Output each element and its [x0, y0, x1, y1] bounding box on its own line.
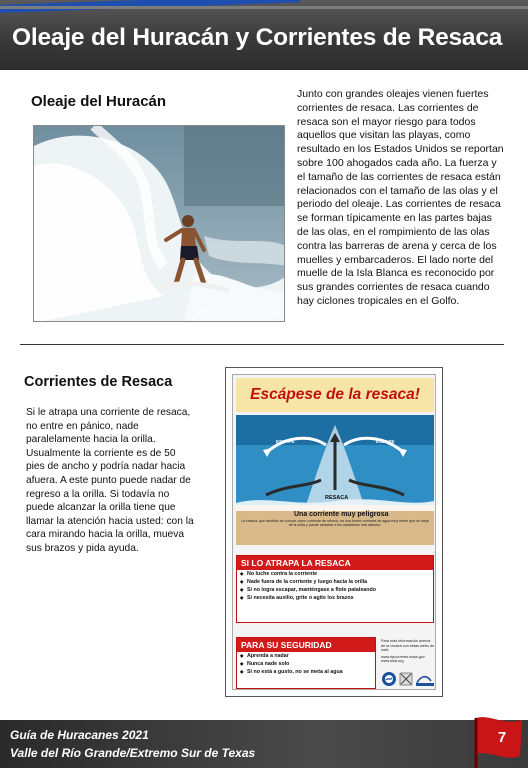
poster-fine-print: La resaca, que también se conoce como corriente de retorno, es una fuerte corriente de agua muy fuerte que se aleja de la orilla y puede arrastrar a los nadadores mar adentro.	[241, 519, 429, 528]
page-footer	[0, 720, 528, 768]
rip-current-diagram	[236, 415, 434, 545]
surfer-photo-illustration	[34, 126, 285, 322]
header-gray-stripe	[0, 6, 528, 9]
poster-box2-item: ◆ Si no está a gusto, no se meta al agua	[237, 668, 375, 676]
poster-inner	[232, 374, 436, 690]
poster-title: Escápese de la resaca!	[236, 378, 434, 412]
sea-grant-logo-icon	[416, 677, 434, 686]
footer-region: Valle del Río Grande/Extremo Sur de Texas	[10, 746, 256, 760]
page-number: 7	[497, 729, 507, 746]
escape-label-left: ESCAPE	[276, 439, 295, 444]
poster-box1-item: ◆ Nade fuera de la corriente y luego hacia la orilla	[237, 578, 433, 586]
resaca-label: RESACA	[325, 495, 349, 501]
poster-box1-item: ◆ No luche contra la corriente	[237, 570, 433, 578]
poster-box1-title: SI LO ATRAPA LA RESACA	[237, 556, 433, 570]
poster-box2-item: ◆ Nunca nade solo	[237, 660, 375, 668]
page-title: Oleaje del Huracán y Corrientes de Resaca	[12, 24, 503, 51]
poster-box2-title: PARA SU SEGURIDAD	[237, 638, 375, 652]
poster-box1-item: ◆ Si no logra escapar, manténgase a flote pataleando	[237, 586, 433, 594]
poster-side-link: www.usla.org	[381, 659, 404, 664]
section-title-oleaje: Oleaje del Huracán	[31, 93, 167, 110]
poster-box-atrapa	[236, 555, 434, 623]
usla-logo-icon	[400, 673, 412, 685]
photo-credit: FEMA/Jocelyn Augustino	[197, 310, 280, 319]
section2-paragraph: Si le atrapa una corriente de resaca, no entre en pánico, nade paralelamente hacia la orilla. Usualmente la corriente es de 50 pies de ancho y podría nadar hacia afuera. A este punto puede nadar de regreso a la orilla. Si todavía no puede alcanzar la orilla tiene que llamar la atención hacia usted: con la cara mirando hacia la orilla, mueva sus brazos y pida ayuda.	[26, 407, 194, 554]
poster-side-link: www.ripcurrents.noaa.gov	[381, 654, 425, 659]
poster-logos	[381, 669, 437, 689]
poster-caption: Una corriente muy peligrosa	[294, 511, 389, 518]
surfer-photo	[33, 125, 285, 322]
section-divider	[20, 344, 504, 345]
poster-side-text: Para más información acerca de la resaca con estas webs de web:	[381, 639, 435, 653]
section1-paragraph: Junto con grandes oleajes vienen fuertes corrientes de resaca. Las corrientes de resaca son el mayor riesgo para todos aquellos que visitan las playas, como resultado en los Estados Unidos se reportan sobre 100 ahogados cada año. La fuerza y el tamaño de las corrientes de resaca están relacionados con el tamaño de las olas y el periodo del oleaje. Las corrientes de resaca se forman típicamente en las partes bajas de las olas, en el rompimiento de las olas contra las barreras de arena y cerca de los muelles y embarcaderos. El lado norte del muelle de la Isla Blanca es reconocido por sus grandes corrientes de resaca cuando hay ciclones tropicales en el Golfo.	[297, 88, 504, 307]
section-title-corrientes: Corrientes de Resaca	[24, 374, 173, 390]
poster-box-seguridad	[236, 637, 376, 689]
rip-current-poster	[225, 367, 443, 697]
escape-label-right: ESCAPE	[376, 439, 395, 444]
footer-guide-title: Guía de Huracanes 2021	[10, 728, 149, 742]
poster-box1-item: ◆ Si necesita auxilio, grite o agite los brazos	[237, 594, 433, 602]
page-header	[0, 0, 528, 70]
poster-box2-item: ◆ Aprenda a nadar	[237, 652, 375, 660]
